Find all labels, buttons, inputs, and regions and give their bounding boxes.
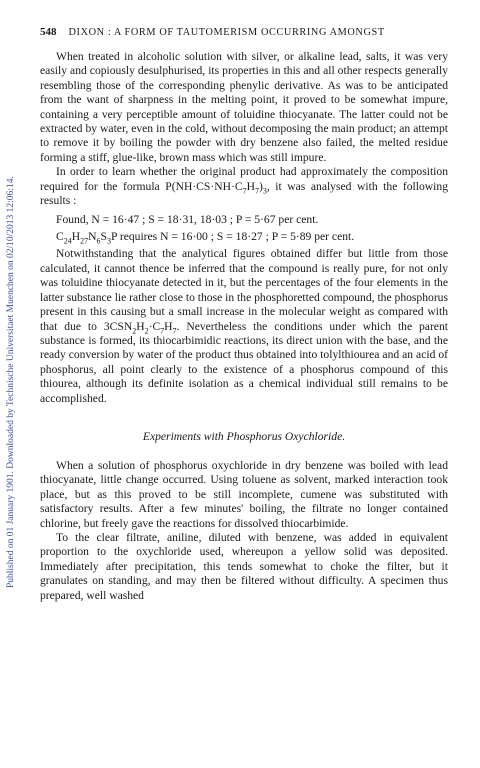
paragraph-2: In order to learn whether the original product had approximately the composition required for the formula $P(NH\cdot CS\cdot NH\cdot C_7H_7)_3$, it was analysed with the following results :	[40, 165, 448, 208]
running-header	[40, 26, 448, 38]
analysis-requires: $C_{24}H_{27}N_6S_3P$ requires N = 16·00 ; S = 18·27 ; P = 5·89 per cent.	[56, 230, 355, 246]
analysis-found: Found, N = 16·47 ; S = 18·31, 18·03 ; P = 5·67 per cent.	[56, 213, 319, 227]
download-stamp-text: Published on 01 January 1901. Downloaded by Technische Universitaet Muenchen on 02/10/2013 12:06:14.	[6, 176, 16, 588]
section-title: Experiments with Phosphorus Oxychloride.	[142, 429, 346, 443]
paragraph-3: Notwithstanding that the analytical figures obtained differ but little from those calculated, it cannot thence be inferred that the compound is really pure, for not only was toluidine thiocyanate detected in it, but the percentages of the four elements in the latter substance lie rather close to those in the phosphoretted compound, the phosphorus present in this causing but a small increase in the molecular weight as compared with that due to $3CSN_2H_2\cdot C_7H_7$. Nevertheless the conditions under which the parent substance is formed, its thiocarbimidic reactions, its direct union with the base, and the ready conversion by water of the product thus obtained into tolylthiourea and an acid of phosphorus, all point clearly to the existence of a phosphorus compound of this thiourea, although its definite isolation as a chemical individual still remains to be accomplished.	[40, 247, 448, 405]
page-number: 548	[40, 26, 57, 38]
page-body	[40, 26, 448, 603]
running-title: DIXON : A FORM OF TAUTOMERISM OCCURRING AMONGST	[68, 27, 385, 38]
paragraph-4: When a solution of phosphorus oxychloride in dry benzene was boiled with lead thiocyanate, little change occurred. Using toluene as solvent, marked interaction took place, but as this proved to be still incomplete, cumene was substituted with satisfactory results. After a few minutes' boiling, the filtrate no longer contained chlorine, but freely gave the reactions for dissolved thiocarbimide.	[40, 458, 448, 530]
download-stamp	[4, 40, 18, 600]
paragraph-1: When treated in alcoholic solution with silver, or alkaline lead, salts, it was very easily and copiously desulphurised, its properties in this and all other respects generally resembling those of the corresponding phenylic derivative. As was to be anticipated from the want of sharpness in the melting point, it proved to be somewhat impure, containing a very perceptible amount of toluidine thiocyanate. The latter could not be extracted by water, even in the cold, without decomposing the main product; an attempt to remove it by boiling the powder with dry benzene also failed, the melted residue forming a stiff, glue-like, brown mass which was still impure.	[40, 50, 448, 164]
paragraph-5: To the clear filtrate, aniline, diluted with benzene, was added in equivalent proportion to the oxychloride used, whereupon a yellow solid was deposited. Immediately after precipitation, this tends somewhat to choke the filter, but it granulates on standing, and may then be filtered without difficulty. A specimen thus prepared, well washed	[40, 530, 448, 602]
